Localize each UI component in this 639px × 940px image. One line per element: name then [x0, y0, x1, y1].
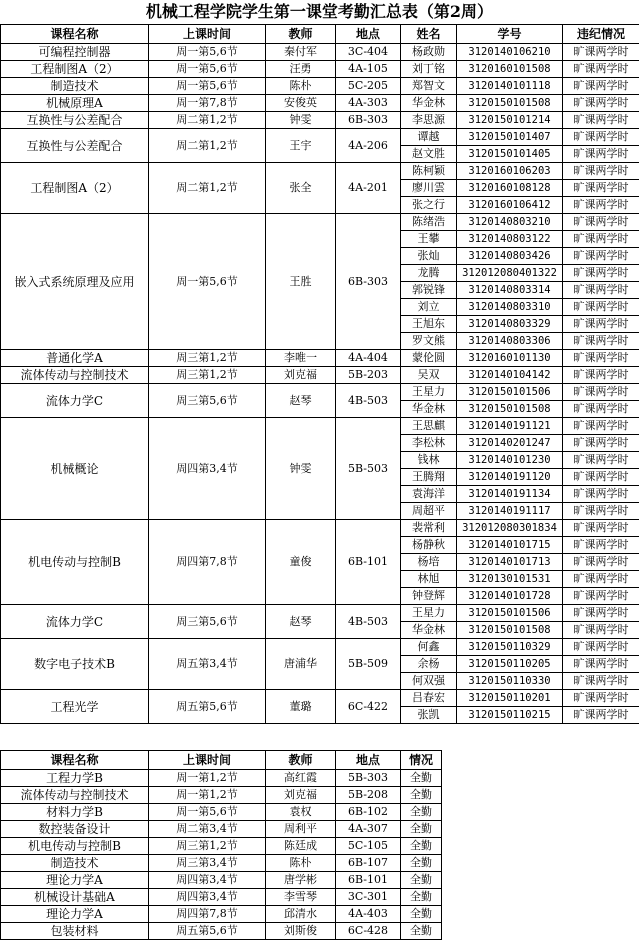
student-id-cell: 3120150110215 — [457, 707, 563, 724]
course-cell: 机电传动与控制B — [1, 520, 149, 605]
teacher-cell: 刘斯俊 — [266, 923, 336, 940]
student-id-cell: 3120150110205 — [457, 656, 563, 673]
status-cell: 旷课两学时 — [563, 537, 639, 554]
student-name-cell: 王攀 — [401, 231, 457, 248]
course-cell: 互换性与公差配合 — [1, 129, 149, 163]
student-id-cell: 3120140803314 — [457, 282, 563, 299]
status-cell: 全勤 — [401, 872, 442, 889]
table-row — [1, 112, 639, 129]
teacher-cell: 赵琴 — [266, 384, 336, 418]
student-name-cell: 刘立 — [401, 299, 457, 316]
time-cell: 周一第7,8节 — [149, 95, 266, 112]
room-cell: 6B-107 — [336, 855, 401, 872]
room-cell: 6C-428 — [336, 923, 401, 940]
status-cell: 全勤 — [401, 906, 442, 923]
status-cell: 旷课两学时 — [563, 418, 639, 435]
status-cell: 旷课两学时 — [563, 214, 639, 231]
status-cell: 旷课两学时 — [563, 571, 639, 588]
status-cell: 旷课两学时 — [563, 469, 639, 486]
student-id-cell: 3120160108128 — [457, 180, 563, 197]
student-name-cell: 袁海洋 — [401, 486, 457, 503]
table-row — [1, 78, 639, 95]
room-cell: 5B-509 — [336, 639, 401, 690]
room-cell: 5C-105 — [336, 838, 401, 855]
status-cell: 旷课两学时 — [563, 605, 639, 622]
course-cell: 互换性与公差配合 — [1, 112, 149, 129]
table-row — [1, 44, 639, 61]
status-cell: 全勤 — [401, 889, 442, 906]
course-cell: 工程制图A（2） — [1, 61, 149, 78]
teacher-cell: 李唯一 — [266, 350, 336, 367]
time-cell: 周三第1,2节 — [149, 838, 266, 855]
time-cell: 周一第5,6节 — [149, 78, 266, 95]
student-id-cell: 3120150101407 — [457, 129, 563, 146]
table-row — [1, 838, 442, 855]
teacher-cell: 袁权 — [266, 804, 336, 821]
course-cell: 嵌入式系统原理及应用 — [1, 214, 149, 350]
teacher-cell: 王胜 — [266, 214, 336, 350]
teacher-cell: 钟雯 — [266, 112, 336, 129]
table-row — [1, 804, 442, 821]
course-cell: 数字电子技术B — [1, 639, 149, 690]
student-id-cell: 3120150101508 — [457, 622, 563, 639]
room-cell: 5B-503 — [336, 418, 401, 520]
room-cell: 5C-205 — [336, 78, 401, 95]
student-name-cell: 余杨 — [401, 656, 457, 673]
column-header: 学号 — [457, 25, 563, 44]
status-cell: 旷课两学时 — [563, 44, 639, 61]
teacher-cell: 安俊英 — [266, 95, 336, 112]
table-row — [1, 163, 639, 180]
room-cell: 6B-102 — [336, 804, 401, 821]
status-cell: 旷课两学时 — [563, 248, 639, 265]
time-cell: 周四第3,4节 — [149, 872, 266, 889]
room-cell: 6B-303 — [336, 112, 401, 129]
status-cell: 旷课两学时 — [563, 350, 639, 367]
student-id-cell: 3120140803329 — [457, 316, 563, 333]
status-cell: 旷课两学时 — [563, 61, 639, 78]
status-cell: 旷课两学时 — [563, 435, 639, 452]
teacher-cell: 周利平 — [266, 821, 336, 838]
status-cell: 全勤 — [401, 821, 442, 838]
teacher-cell: 童俊 — [266, 520, 336, 605]
student-name-cell: 华金林 — [401, 401, 457, 418]
student-name-cell: 王星力 — [401, 384, 457, 401]
student-id-cell: 3120140101118 — [457, 78, 563, 95]
table-row — [1, 367, 639, 384]
status-cell: 旷课两学时 — [563, 639, 639, 656]
time-cell: 周一第5,6节 — [149, 61, 266, 78]
status-cell: 旷课两学时 — [563, 78, 639, 95]
table-row — [1, 872, 442, 889]
student-id-cell: 312012080301834 — [457, 520, 563, 537]
student-name-cell: 钟登辉 — [401, 588, 457, 605]
room-cell: 4A-206 — [336, 129, 401, 163]
student-id-cell: 3120140101713 — [457, 554, 563, 571]
teacher-cell: 陈朴 — [266, 855, 336, 872]
time-cell: 周一第5,6节 — [149, 804, 266, 821]
student-id-cell: 3120140191120 — [457, 469, 563, 486]
status-cell: 旷课两学时 — [563, 163, 639, 180]
room-cell: 6C-422 — [336, 690, 401, 724]
teacher-cell: 王宇 — [266, 129, 336, 163]
student-name-cell: 林旭 — [401, 571, 457, 588]
room-cell: 4A-307 — [336, 821, 401, 838]
room-cell: 5B-208 — [336, 787, 401, 804]
absence-table-header — [1, 25, 639, 44]
status-cell: 旷课两学时 — [563, 554, 639, 571]
table-row — [1, 923, 442, 940]
table-row — [1, 639, 639, 656]
status-cell: 全勤 — [401, 838, 442, 855]
course-cell: 材料力学B — [1, 804, 149, 821]
status-cell: 旷课两学时 — [563, 503, 639, 520]
table-row — [1, 214, 639, 231]
time-cell: 周三第3,4节 — [149, 855, 266, 872]
status-cell: 旷课两学时 — [563, 367, 639, 384]
teacher-cell: 汪勇 — [266, 61, 336, 78]
time-cell: 周四第7,8节 — [149, 520, 266, 605]
course-cell: 工程制图A（2） — [1, 163, 149, 214]
student-id-cell: 3120160106203 — [457, 163, 563, 180]
table-row — [1, 821, 442, 838]
column-header: 上课时间 — [149, 25, 266, 44]
status-cell: 旷课两学时 — [563, 197, 639, 214]
time-cell: 周五第5,6节 — [149, 923, 266, 940]
status-cell: 旷课两学时 — [563, 282, 639, 299]
student-id-cell: 3120140803122 — [457, 231, 563, 248]
time-cell: 周三第5,6节 — [149, 384, 266, 418]
teacher-cell: 刘克福 — [266, 367, 336, 384]
room-cell: 6B-303 — [336, 214, 401, 350]
status-cell: 旷课两学时 — [563, 656, 639, 673]
status-cell: 全勤 — [401, 855, 442, 872]
room-cell: 6B-101 — [336, 872, 401, 889]
student-name-cell: 陈柯颖 — [401, 163, 457, 180]
column-header: 课程名称 — [1, 751, 149, 770]
student-id-cell: 3120140803306 — [457, 333, 563, 350]
student-id-cell: 3120160106412 — [457, 197, 563, 214]
student-id-cell: 3120140191134 — [457, 486, 563, 503]
student-id-cell: 3120150101508 — [457, 95, 563, 112]
time-cell: 周二第1,2节 — [149, 163, 266, 214]
student-name-cell: 吕春宏 — [401, 690, 457, 707]
table-row — [1, 520, 639, 537]
student-name-cell: 何鑫 — [401, 639, 457, 656]
status-cell: 旷课两学时 — [563, 333, 639, 350]
student-id-cell: 3120150101405 — [457, 146, 563, 163]
course-cell: 制造技术 — [1, 855, 149, 872]
student-id-cell: 3120140201247 — [457, 435, 563, 452]
course-cell: 包装材料 — [1, 923, 149, 940]
course-cell: 理论力学A — [1, 872, 149, 889]
student-name-cell: 谭越 — [401, 129, 457, 146]
teacher-cell: 唐学彬 — [266, 872, 336, 889]
status-cell: 全勤 — [401, 923, 442, 940]
student-id-cell: 3120140101728 — [457, 588, 563, 605]
student-name-cell: 杨政勋 — [401, 44, 457, 61]
student-name-cell: 周超平 — [401, 503, 457, 520]
student-name-cell: 龙腾 — [401, 265, 457, 282]
status-cell: 旷课两学时 — [563, 486, 639, 503]
status-cell: 旷课两学时 — [563, 299, 639, 316]
time-cell: 周一第5,6节 — [149, 44, 266, 61]
attendance-table-header — [1, 751, 442, 770]
teacher-cell: 钟雯 — [266, 418, 336, 520]
student-name-cell: 李思源 — [401, 112, 457, 129]
table-row — [1, 95, 639, 112]
time-cell: 周一第1,2节 — [149, 787, 266, 804]
student-name-cell: 李松林 — [401, 435, 457, 452]
teacher-cell: 秦付军 — [266, 44, 336, 61]
student-id-cell: 3120140101715 — [457, 537, 563, 554]
room-cell: 4A-404 — [336, 350, 401, 367]
table-row — [1, 350, 639, 367]
student-id-cell: 3120140803426 — [457, 248, 563, 265]
status-cell: 旷课两学时 — [563, 401, 639, 418]
time-cell: 周二第1,2节 — [149, 129, 266, 163]
teacher-cell: 李雪琴 — [266, 889, 336, 906]
table-row — [1, 605, 639, 622]
status-cell: 旷课两学时 — [563, 95, 639, 112]
column-header: 地点 — [336, 751, 401, 770]
course-cell: 流体传动与控制技术 — [1, 787, 149, 804]
room-cell: 3C-301 — [336, 889, 401, 906]
student-id-cell: 3120160101130 — [457, 350, 563, 367]
student-name-cell: 廖川雲 — [401, 180, 457, 197]
time-cell: 周三第5,6节 — [149, 605, 266, 639]
course-cell: 流体传动与控制技术 — [1, 367, 149, 384]
absence-table — [0, 24, 639, 724]
student-name-cell: 郭锐锋 — [401, 282, 457, 299]
table-row — [1, 906, 442, 923]
time-cell: 周四第3,4节 — [149, 889, 266, 906]
course-cell: 理论力学A — [1, 906, 149, 923]
student-name-cell: 赵文胜 — [401, 146, 457, 163]
time-cell: 周四第7,8节 — [149, 906, 266, 923]
status-cell: 旷课两学时 — [563, 690, 639, 707]
student-id-cell: 312012080401322 — [457, 265, 563, 282]
room-cell: 6B-101 — [336, 520, 401, 605]
student-name-cell: 张之行 — [401, 197, 457, 214]
room-cell: 5B-203 — [336, 367, 401, 384]
status-cell: 旷课两学时 — [563, 673, 639, 690]
status-cell: 全勤 — [401, 770, 442, 787]
teacher-cell: 陈朴 — [266, 78, 336, 95]
student-name-cell: 杨培 — [401, 554, 457, 571]
teacher-cell: 邱清水 — [266, 906, 336, 923]
status-cell: 旷课两学时 — [563, 265, 639, 282]
room-cell: 4A-105 — [336, 61, 401, 78]
student-name-cell: 吴双 — [401, 367, 457, 384]
teacher-cell: 陈廷成 — [266, 838, 336, 855]
student-name-cell: 郑智文 — [401, 78, 457, 95]
time-cell: 周一第1,2节 — [149, 770, 266, 787]
status-cell: 旷课两学时 — [563, 129, 639, 146]
course-cell: 可编程控制器 — [1, 44, 149, 61]
student-id-cell: 3120140104142 — [457, 367, 563, 384]
room-cell: 4B-503 — [336, 384, 401, 418]
room-cell: 5B-303 — [336, 770, 401, 787]
table-row — [1, 61, 639, 78]
time-cell: 周三第1,2节 — [149, 367, 266, 384]
table-row — [1, 690, 639, 707]
column-header: 姓名 — [401, 25, 457, 44]
status-cell: 旷课两学时 — [563, 231, 639, 248]
room-cell: 4A-303 — [336, 95, 401, 112]
status-cell: 旷课两学时 — [563, 180, 639, 197]
table-row — [1, 787, 442, 804]
column-header: 课程名称 — [1, 25, 149, 44]
student-name-cell: 华金林 — [401, 622, 457, 639]
time-cell: 周二第3,4节 — [149, 821, 266, 838]
student-name-cell: 张凯 — [401, 707, 457, 724]
teacher-cell: 刘克福 — [266, 787, 336, 804]
student-name-cell: 罗文熊 — [401, 333, 457, 350]
student-name-cell: 刘丁铭 — [401, 61, 457, 78]
table-row — [1, 889, 442, 906]
student-name-cell: 陈绪浩 — [401, 214, 457, 231]
table-row — [1, 129, 639, 146]
status-cell: 旷课两学时 — [563, 316, 639, 333]
time-cell: 周四第3,4节 — [149, 418, 266, 520]
attendance-table — [0, 750, 442, 940]
teacher-cell: 赵琴 — [266, 605, 336, 639]
student-name-cell: 华金林 — [401, 95, 457, 112]
column-header: 情况 — [401, 751, 442, 770]
student-id-cell: 3120150110201 — [457, 690, 563, 707]
course-cell: 制造技术 — [1, 78, 149, 95]
student-name-cell: 裴常利 — [401, 520, 457, 537]
course-cell: 工程光学 — [1, 690, 149, 724]
column-header: 地点 — [336, 25, 401, 44]
student-id-cell: 3120150101214 — [457, 112, 563, 129]
column-header: 教师 — [266, 751, 336, 770]
student-id-cell: 3120160101508 — [457, 61, 563, 78]
student-name-cell: 钱林 — [401, 452, 457, 469]
status-cell: 旷课两学时 — [563, 707, 639, 724]
time-cell: 周五第3,4节 — [149, 639, 266, 690]
student-id-cell: 3120150101506 — [457, 605, 563, 622]
student-id-cell: 3120140106210 — [457, 44, 563, 61]
student-id-cell: 3120130101531 — [457, 571, 563, 588]
student-name-cell: 王旭东 — [401, 316, 457, 333]
table-row — [1, 770, 442, 787]
student-id-cell: 3120150101506 — [457, 384, 563, 401]
teacher-cell: 董璐 — [266, 690, 336, 724]
student-id-cell: 3120140191121 — [457, 418, 563, 435]
student-id-cell: 3120140803310 — [457, 299, 563, 316]
room-cell: 3C-404 — [336, 44, 401, 61]
teacher-cell: 唐浦华 — [266, 639, 336, 690]
student-name-cell: 蒙伦圆 — [401, 350, 457, 367]
student-name-cell: 王腾翔 — [401, 469, 457, 486]
time-cell: 周五第5,6节 — [149, 690, 266, 724]
column-header: 违纪情况 — [563, 25, 639, 44]
table-row — [1, 418, 639, 435]
course-cell: 工程力学B — [1, 770, 149, 787]
course-cell: 机械设计基础A — [1, 889, 149, 906]
student-id-cell: 3120150101508 — [457, 401, 563, 418]
student-name-cell: 王思麒 — [401, 418, 457, 435]
room-cell: 4A-201 — [336, 163, 401, 214]
table-row — [1, 384, 639, 401]
status-cell: 旷课两学时 — [563, 622, 639, 639]
time-cell: 周三第1,2节 — [149, 350, 266, 367]
course-cell: 机械概论 — [1, 418, 149, 520]
status-cell: 旷课两学时 — [563, 146, 639, 163]
student-id-cell: 3120150110330 — [457, 673, 563, 690]
time-cell: 周二第1,2节 — [149, 112, 266, 129]
course-cell: 机械原理A — [1, 95, 149, 112]
course-cell: 机电传动与控制B — [1, 838, 149, 855]
status-cell: 全勤 — [401, 787, 442, 804]
room-cell: 4B-503 — [336, 605, 401, 639]
teacher-cell: 张全 — [266, 163, 336, 214]
status-cell: 旷课两学时 — [563, 452, 639, 469]
table-row — [1, 855, 442, 872]
status-cell: 全勤 — [401, 804, 442, 821]
student-name-cell: 张灿 — [401, 248, 457, 265]
student-id-cell: 3120140101230 — [457, 452, 563, 469]
course-cell: 数控装备设计 — [1, 821, 149, 838]
student-id-cell: 3120140191117 — [457, 503, 563, 520]
status-cell: 旷课两学时 — [563, 384, 639, 401]
time-cell: 周一第5,6节 — [149, 214, 266, 350]
student-name-cell: 杨静秋 — [401, 537, 457, 554]
room-cell: 4A-403 — [336, 906, 401, 923]
status-cell: 旷课两学时 — [563, 112, 639, 129]
course-cell: 流体力学C — [1, 384, 149, 418]
student-name-cell: 何双强 — [401, 673, 457, 690]
status-cell: 旷课两学时 — [563, 588, 639, 605]
course-cell: 普通化学A — [1, 350, 149, 367]
teacher-cell: 高红霞 — [266, 770, 336, 787]
student-id-cell: 3120140803210 — [457, 214, 563, 231]
column-header: 上课时间 — [149, 751, 266, 770]
page-title: 机械工程学院学生第一课堂考勤汇总表（第2周） — [0, 0, 639, 23]
student-id-cell: 3120150110329 — [457, 639, 563, 656]
student-name-cell: 王星力 — [401, 605, 457, 622]
status-cell: 旷课两学时 — [563, 520, 639, 537]
course-cell: 流体力学C — [1, 605, 149, 639]
column-header: 教师 — [266, 25, 336, 44]
